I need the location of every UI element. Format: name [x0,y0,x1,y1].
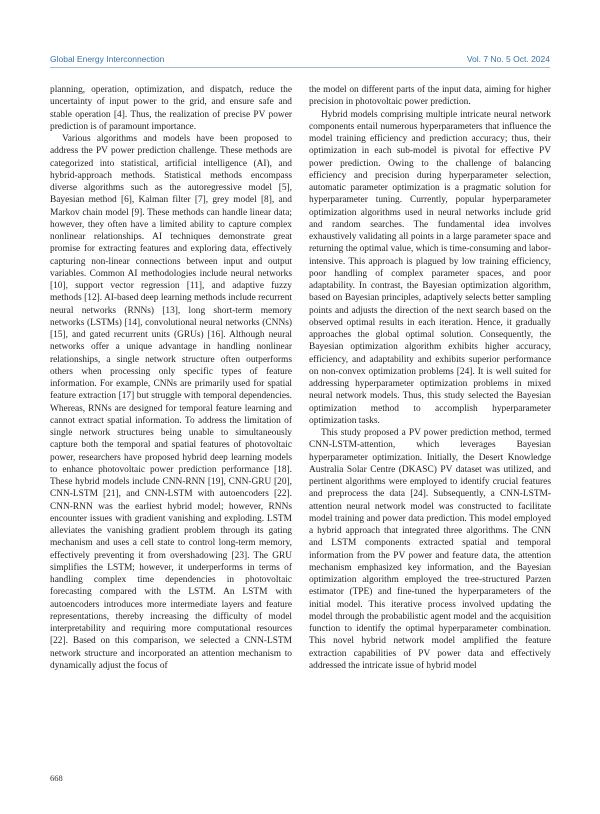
paragraph: This study proposed a PV power prediction method, termed CNN-LSTM-attention, which leverages Bayesian hyperparameter optimization. Initially, the Desert Knowledge Australia Solar Centre (DKASC) PV dataset was utilized, and pertinent algorithms were employed to identify crucial features and preprocess the data [24]. Subsequently, a CNN-LSTM-attention neural network model was constructed to facilitate model training and power data prediction. This model employed a hybrid approach that integrated three algorithms. The CNN and LSTM components extracted spatial and temporal information from the PV power and feature data, the attention mechanism emphasized key information, and the Bayesian optimization algorithm employed the tree-structured Parzen estimator (TPE) and fine-tuned the hyperparameters of the initial model. This iterative process involved updating the model through the probabilistic agent model and the acquisition function to identify the optimal hyperparameter combination. This novel hybrid network model amplified the feature extraction capabilities of PV power data and effectively addressed the intricate issue of hybrid model [309,428,551,671]
page-number: 668 [50,773,63,783]
issue-info: Vol. 7 No. 5 Oct. 2024 [466,54,550,64]
paragraph: the model on different parts of the input data, aiming for higher precision in photovoltaic power prediction. [309,85,551,108]
paragraph: Hybrid models comprising multiple intricate neural network components entail numerous hyperparameters that influence the model training efficiency and prediction accuracy; thus, their optimization in each sub-model is pivotal for effective PV power prediction. Owing to the challenge of balancing efficiency and precision during hyperparameter selection, automatic parameter optimization is a pragmatic solution for hyperparameter tuning. Currently, popular hyperparameter optimization algorithms used in neural networks include grid and random searches. The fundamental idea involves exhaustively validating all points in a large parameter space and returning the optimal value, which is time-consuming and labor-intensive. This approach is plagued by low training efficiency, poor handling of complex parameter spaces, and poor adaptability. In contrast, the Bayesian optimization algorithm, based on Bayesian principles, adaptively selects better sampling points and adjusts the direction of the next search based on the observed optimal results in each iteration. Hence, it gradually approaches the global optimal solution. Consequently, the Bayesian optimization algorithm exhibits higher accuracy, efficiency, and adaptability and exhibits superior performance on non-convex optimization problems [24]. It is well suited for addressing hyperparameter optimization problems in mixed neural network models. Thus, this study selected the Bayesian optimization method to accomplish hyperparameter optimization tasks. [309,109,551,426]
paragraph: Various algorithms and models have been proposed to address the PV power prediction challenge. These methods are categorized into statistical, artificial intelligence (AI), and hybrid-approach methods. Statistical methods encompass diverse algorithms such as the autoregressive model [5], Bayesian method [6], Kalman filter [7], grey model [8], and Markov chain model [9]. These methods can handle linear data; however, they often have a limited ability to capture complex nonlinear relationships. AI techniques demonstrate great promise for extracting features and exploring data, effectively capturing non-linear connections between input and output variables. Common AI methodologies include neural networks [10], support vector regression [11], and adaptive fuzzy methods [12]. AI-based deep learning methods include recurrent neural networks (RNNs) [13], long short-term memory networks (LSTMs) [14], convolutional neural networks (CNNs) [15], and gated recurrent units (GRUs) [16]. Although neural networks offer a unique advantage in handling nonlinear relationships, a single network structure often outperforms others when processing only specific types of feature information. For example, CNNs are primarily used for spatial feature extraction [17] but struggle with temporal dependencies. Whereas, RNNs are designed for temporal feature learning and cannot extract spatial information. To address the limitation of single network structures being unable to simultaneously capture both the temporal and spatial features of photovoltaic power, researchers have proposed hybrid deep learning models to enhance photovoltaic power prediction performance [18]. These hybrid models include CNN-RNN [19], CNN-GRU [20], CNN-LSTM [21], and CNN-LSTM with autoencoders [22]. CNN-RNN was the earliest hybrid model; however, RNNs encounter issues with gradient vanishing and exploding. LSTM alleviates the vanishing gradient problem through its gating mechanism and uses a cell state to control long-term memory, effectively preventing it from overshadowing [23]. The GRU simplifies the LSTM; however, it underperforms in terms of handling complex time dependencies in photovoltaic forecasting compared with the LSTM. An LSTM with autoencoders introduces more intermediate layers and feature representations, thereby increasing the difficulty of model interpretability and requiring more computational resources [22]. Based on this comparison, we selected a CNN-LSTM network structure and incorporated an attention mechanism to dynamically adjust the focus of [50,134,292,671]
right-column [309,84,551,672]
journal-name: Global Energy Interconnection [50,54,165,64]
paragraph: planning, operation, optimization, and dispatch, reduce the uncertainty of input power to the grid, and ensure safe and stable operation [4]. Thus, the realization of precise PV power prediction is of paramount importance. [50,85,292,132]
left-column [50,84,292,672]
running-header [50,53,550,68]
